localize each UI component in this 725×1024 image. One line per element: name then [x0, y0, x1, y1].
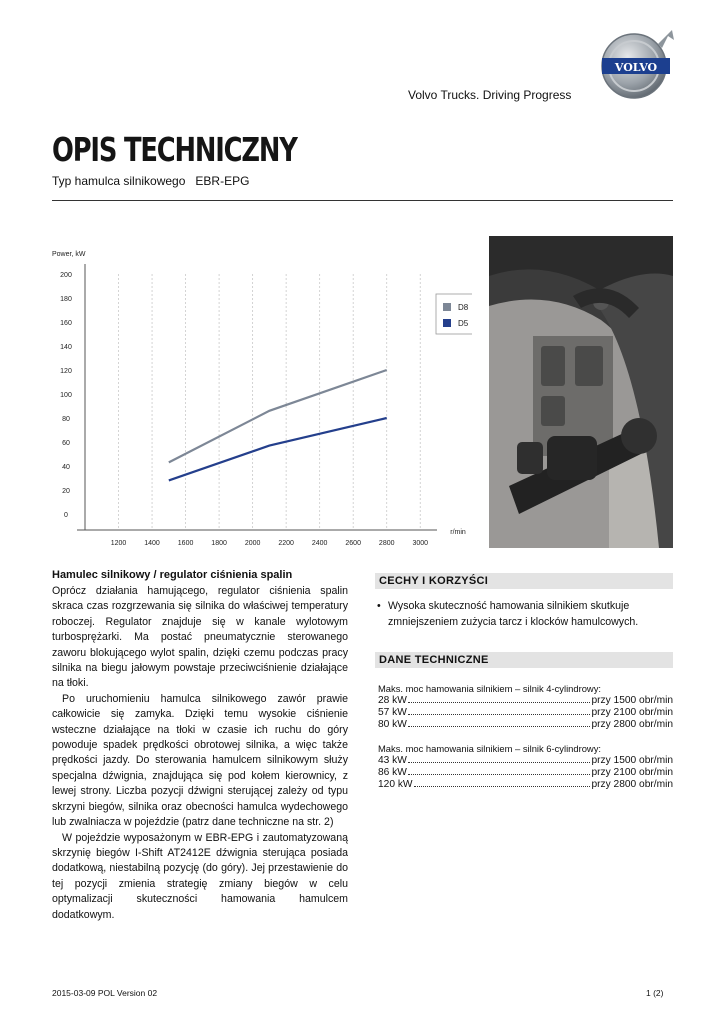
dot-leader	[414, 786, 591, 787]
header-divider	[52, 200, 673, 201]
brand-text: VOLVO	[614, 61, 658, 74]
spec-row	[378, 719, 673, 731]
y-tick-label: 160	[60, 320, 72, 327]
dot-leader	[408, 762, 591, 763]
tagline: Volvo Trucks. Driving Progress	[408, 88, 572, 102]
legend-label-d8: D8	[458, 303, 469, 312]
legend-swatch-d5	[443, 319, 451, 327]
x-tick-label: 2200	[278, 540, 294, 547]
spec-value: 28 kW	[378, 695, 407, 706]
dot-leader	[408, 714, 591, 715]
spec-rpm: przy 2800 obr/min	[591, 719, 673, 730]
spec-rpm: przy 2100 obr/min	[591, 707, 673, 718]
page-number: 1 (2)	[646, 988, 664, 998]
features-heading: CECHY I KORZYŚCI	[375, 573, 673, 589]
x-tick-label: 1200	[110, 540, 127, 547]
dot-leader	[408, 702, 591, 703]
x-axis-label: r/min	[450, 529, 466, 536]
subtitle-value: EBR-EPG	[195, 174, 250, 188]
spec-rpm: przy 2800 obr/min	[591, 779, 673, 790]
spec-value: 57 kW	[378, 707, 407, 718]
x-tick-label: 2400	[311, 540, 328, 547]
legend-label-d5: D5	[458, 319, 469, 328]
spec-value: 120 kW	[378, 779, 413, 790]
body-paragraph: Po uruchomieniu hamulca silnikowego zawór prawie całkowicie się zamyka. Dzięki temu wysokie ciśnienie wsteczne działające na tłoki w czasie ich ruchu do góry powoduje spadek prędkości obrotowej silnika, a więc także prędkości jazdy. Do sterowania hamulcem silnikowym służy specjalna dźwignia, znajdująca się pod kołem kierownicy, z lewej strony. Liczba pozycji dźwigni sterującej zależy od typu skrzyni biegów, silnika oraz obecności hamulca wydechowego lub zwalniacza w pojeździe (patrz dane techniczne na str. 2)	[52, 692, 348, 829]
steering-lever-photo	[489, 236, 673, 548]
x-tick-label: 2600	[345, 540, 361, 547]
spec-group-title: Maks. moc hamowania silnikiem – silnik 6-cylindrowy:	[378, 743, 601, 754]
legend-swatch-d8	[443, 303, 451, 311]
bullet-icon: •	[377, 600, 381, 612]
subtitle	[52, 174, 249, 188]
x-tick-label: 2800	[378, 540, 395, 547]
y-tick-label: 140	[60, 344, 72, 351]
series-line-d8	[169, 370, 387, 462]
power-chart-svg	[52, 244, 472, 554]
spec-value: 86 kW	[378, 767, 407, 778]
spec-row	[378, 695, 673, 707]
y-tick-label: 0	[64, 512, 68, 519]
volvo-logo	[588, 28, 684, 106]
y-axis-label: Power, kW	[52, 251, 86, 258]
x-tick-label: 1400	[144, 540, 160, 547]
x-tick-label: 1800	[211, 540, 227, 547]
page-title: OPIS TECHNICZNY	[52, 130, 297, 169]
tech-data-heading: DANE TECHNICZNE	[375, 652, 673, 668]
body-paragraph: Oprócz działania hamującego, regulator ciśnienia spalin skraca czas rozgrzewania się silnika do właściwej temperatury roboczej. Regulator znajduje się w kanale wylotowym turbosprężarki. Ma postać pneumatycznie sterowanego zaworu blokującego wylot spalin, dzięki czemu podczas pracy silnika na biegu jałowym powstaje przeciwciśnienie działające na tłoki.	[52, 585, 348, 690]
list-item	[375, 599, 673, 630]
x-tick-label: 3000	[412, 540, 429, 547]
spec-row	[378, 767, 673, 779]
spec-group-title: Maks. moc hamowania silnikiem – silnik 4-cylindrowy:	[378, 683, 601, 694]
y-tick-label: 60	[62, 440, 70, 447]
spec-rpm: przy 1500 obr/min	[591, 755, 673, 766]
spec-value: 80 kW	[378, 719, 407, 730]
power-chart	[52, 244, 472, 554]
y-tick-label: 180	[60, 296, 72, 303]
body-heading: Hamulec silnikowy / regulator ciśnienia spalin	[52, 569, 293, 581]
y-tick-label: 40	[62, 464, 70, 471]
subtitle-label: Typ hamulca silnikowego	[52, 174, 186, 188]
x-tick-label: 2000	[244, 540, 261, 547]
spec-rpm: przy 1500 obr/min	[591, 695, 673, 706]
dot-leader	[408, 774, 591, 775]
feature-text: Wysoka skuteczność hamowania silnikiem skutkuje zmniejszeniem zużycia tarcz i klocków hamulcowych.	[388, 600, 639, 628]
spec-row	[378, 707, 673, 719]
spec-row	[378, 755, 673, 767]
x-tick-label: 1600	[177, 540, 194, 547]
y-tick-label: 200	[60, 272, 72, 279]
spec-rpm: przy 2100 obr/min	[591, 767, 673, 778]
legend-box	[436, 294, 472, 334]
y-tick-label: 120	[60, 368, 72, 375]
dot-leader	[408, 726, 591, 727]
series-line-d5	[169, 418, 387, 480]
spec-row	[378, 779, 673, 791]
spec-value: 43 kW	[378, 755, 407, 766]
body-paragraph: W pojeździe wyposażonym w EBR-EPG i zautomatyzowaną skrzynię biegów I-Shift AT2412E dźwignia sterująca posiada dodatkową, niestabilną pozycję (do góry). Jej przestawienie do tej pozycji zmienia strategię zmiany biegów w celu optymalizacji skuteczności hamowania hamulcem dodatkowym.	[52, 831, 348, 921]
body-text	[52, 584, 348, 923]
footer-date-version: 2015-03-09 POL Version 02	[52, 988, 158, 998]
feature-list	[375, 599, 673, 630]
y-tick-label: 100	[60, 392, 72, 399]
y-tick-label: 20	[62, 488, 70, 495]
y-tick-label: 80	[62, 416, 70, 423]
